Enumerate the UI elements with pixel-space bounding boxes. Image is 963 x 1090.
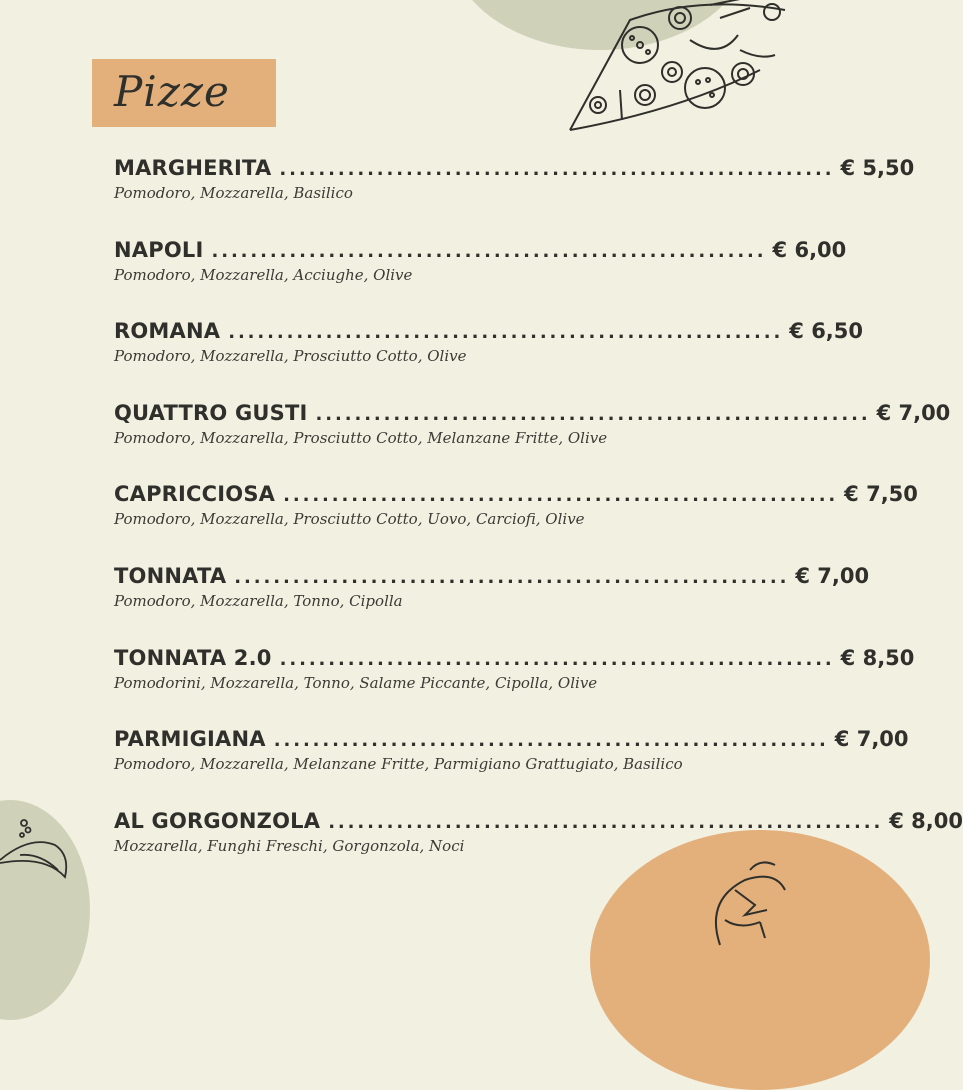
pizza-ingredients: Pomodorini, Mozzarella, Tonno, Salame Piccante, Cipolla, Olive [114, 673, 598, 692]
tomato-icon [705, 860, 785, 945]
dot-leader: ......................................................... [273, 730, 829, 752]
menu-item-row [114, 313, 864, 349]
dot-leader: ......................................................... [211, 240, 767, 262]
menu-item [114, 721, 909, 803]
menu-item [114, 476, 918, 558]
pizza-price: € 5,50 [840, 156, 915, 180]
pizza-name: PARMIGIANA [114, 727, 266, 752]
menu-item [114, 640, 915, 722]
pizza-slice-icon [560, 0, 785, 140]
pizza-price: € 6,50 [789, 319, 864, 344]
menu-item-row [114, 232, 847, 268]
pizza-name: TONNATA [114, 563, 227, 588]
menu-item-row [114, 803, 963, 839]
dot-leader: ......................................................... [315, 403, 871, 425]
pizza-name: NAPOLI [114, 237, 204, 262]
pizza-name: AL GORGONZOLA [114, 808, 321, 833]
menu-item [114, 395, 951, 477]
menu-item [114, 313, 864, 395]
pizza-ingredients: Pomodoro, Mozzarella, Basilico [114, 184, 353, 202]
menu-item [114, 558, 870, 640]
dot-leader: ......................................................... [279, 159, 835, 180]
menu-item-row [114, 721, 909, 757]
pizza-price: € 7,50 [844, 482, 918, 507]
pizza-price: € 8,00 [889, 808, 963, 833]
page-title: Pizze [114, 67, 230, 116]
garlic-icon [0, 815, 70, 885]
pizza-ingredients: Pomodoro, Mozzarella, Prosciutto Cotto, Olive [114, 347, 467, 366]
pizza-price: € 8,50 [840, 645, 915, 670]
pizza-name: MARGHERITA [114, 156, 272, 180]
menu-item-row [114, 150, 915, 186]
menu-item-row [114, 476, 918, 512]
pizza-price: € 7,00 [795, 563, 870, 588]
pizza-name: TONNATA 2.0 [114, 645, 272, 670]
pizza-ingredients: Pomodoro, Mozzarella, Melanzane Fritte, Parmigiano Grattugiato, Basilico [114, 755, 683, 774]
pizza-ingredients: Pomodoro, Mozzarella, Prosciutto Cotto, Melanzane Fritte, Olive [114, 428, 608, 447]
menu-item [114, 150, 915, 232]
pizza-price: € 7,00 [876, 400, 951, 425]
dot-leader: ......................................................... [328, 811, 884, 833]
dot-leader: ......................................................... [283, 485, 839, 507]
dot-leader: ......................................................... [234, 566, 790, 588]
pizza-ingredients: Pomodoro, Mozzarella, Tonno, Cipolla [114, 591, 403, 610]
pizza-name: QUATTRO GUSTI [114, 400, 308, 425]
pizza-name: CAPRICCIOSA [114, 482, 276, 507]
pizza-name: ROMANA [114, 319, 221, 344]
menu-item [114, 803, 963, 885]
menu-item-row [114, 640, 915, 676]
menu-item-row [114, 395, 951, 431]
menu-item [114, 232, 847, 314]
pizza-ingredients: Pomodoro, Mozzarella, Acciughe, Olive [114, 265, 413, 284]
pizza-price: € 6,00 [772, 237, 847, 262]
pizza-ingredients: Pomodoro, Mozzarella, Prosciutto Cotto, Uovo, Carciofi, Olive [114, 510, 585, 529]
menu-item-row [114, 558, 870, 594]
pizza-ingredients: Mozzarella, Funghi Freschi, Gorgonzola, Noci [114, 836, 465, 855]
pizza-menu-list [114, 150, 963, 884]
dot-leader: ......................................................... [228, 322, 784, 344]
pizza-price: € 7,00 [834, 727, 909, 752]
dot-leader: ......................................................... [279, 648, 835, 670]
